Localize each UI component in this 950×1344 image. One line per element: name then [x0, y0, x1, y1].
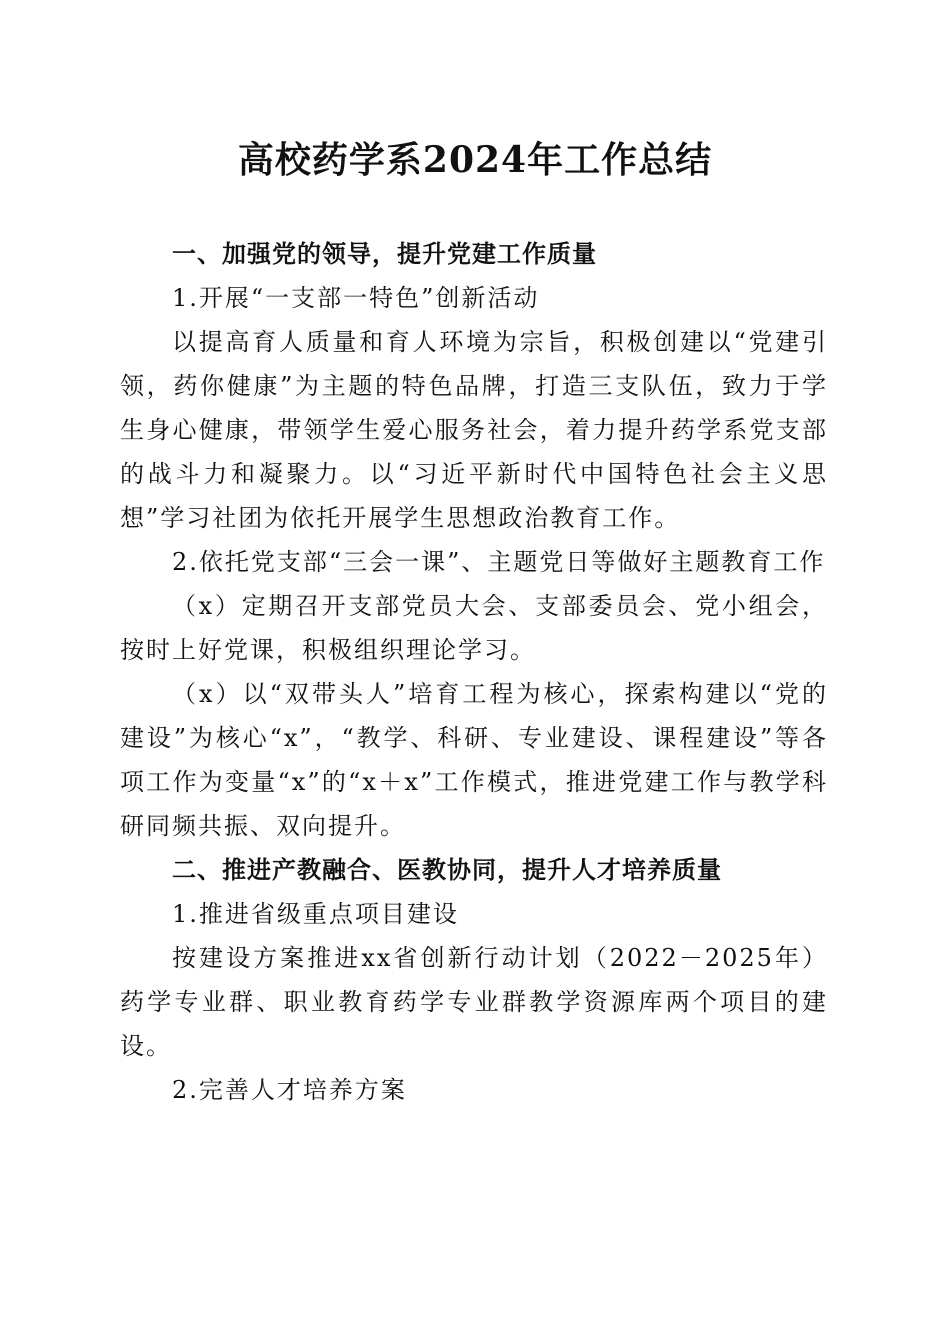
subheading-2-1: 1.推进省级重点项目建设 — [172, 900, 459, 928]
document-body — [120, 232, 828, 1112]
paragraph: （x）定期召开支部党员大会、支部委员会、党小组会，按时上好党课，积极组织理论学习。 — [120, 592, 828, 664]
subheading-1-2: 2.依托党支部“三会一课”、主题党日等做好主题教育工作 — [172, 548, 826, 576]
subheading-1-1: 1.开展“一支部一特色”创新活动 — [172, 284, 540, 312]
paragraph: 按建设方案推进xx省创新行动计划（2022－2025年）药学专业群、职业教育药学专业群教学资源库两个项目的建设。 — [120, 944, 828, 1060]
subheading-2-2: 2.完善人才培养方案 — [172, 1076, 407, 1104]
document-title: 高校药学系2024年工作总结 — [237, 139, 713, 181]
section-heading-1: 一、加强党的领导，提升党建工作质量 — [172, 240, 597, 268]
paragraph: 以提高育人质量和育人环境为宗旨，积极创建以“党建引领，药你健康”为主题的特色品牌，打造三支队伍，致力于学生身心健康，带领学生爱心服务社会，着力提升药学系党支部的战斗力和凝聚力。以“习近平新时代中国特色社会主义思想”学习社团为依托开展学生思想政治教育工作。 — [120, 328, 828, 532]
section-heading-2: 二、推进产教融合、医教协同，提升人才培养质量 — [172, 856, 722, 884]
paragraph: （x）以“双带头人”培育工程为核心，探索构建以“党的建设”为核心“x”，“教学、科研、专业建设、课程建设”等各项工作为变量“x”的“x＋x”工作模式，推进党建工作与教学科研同频共振、双向提升。 — [120, 680, 828, 840]
